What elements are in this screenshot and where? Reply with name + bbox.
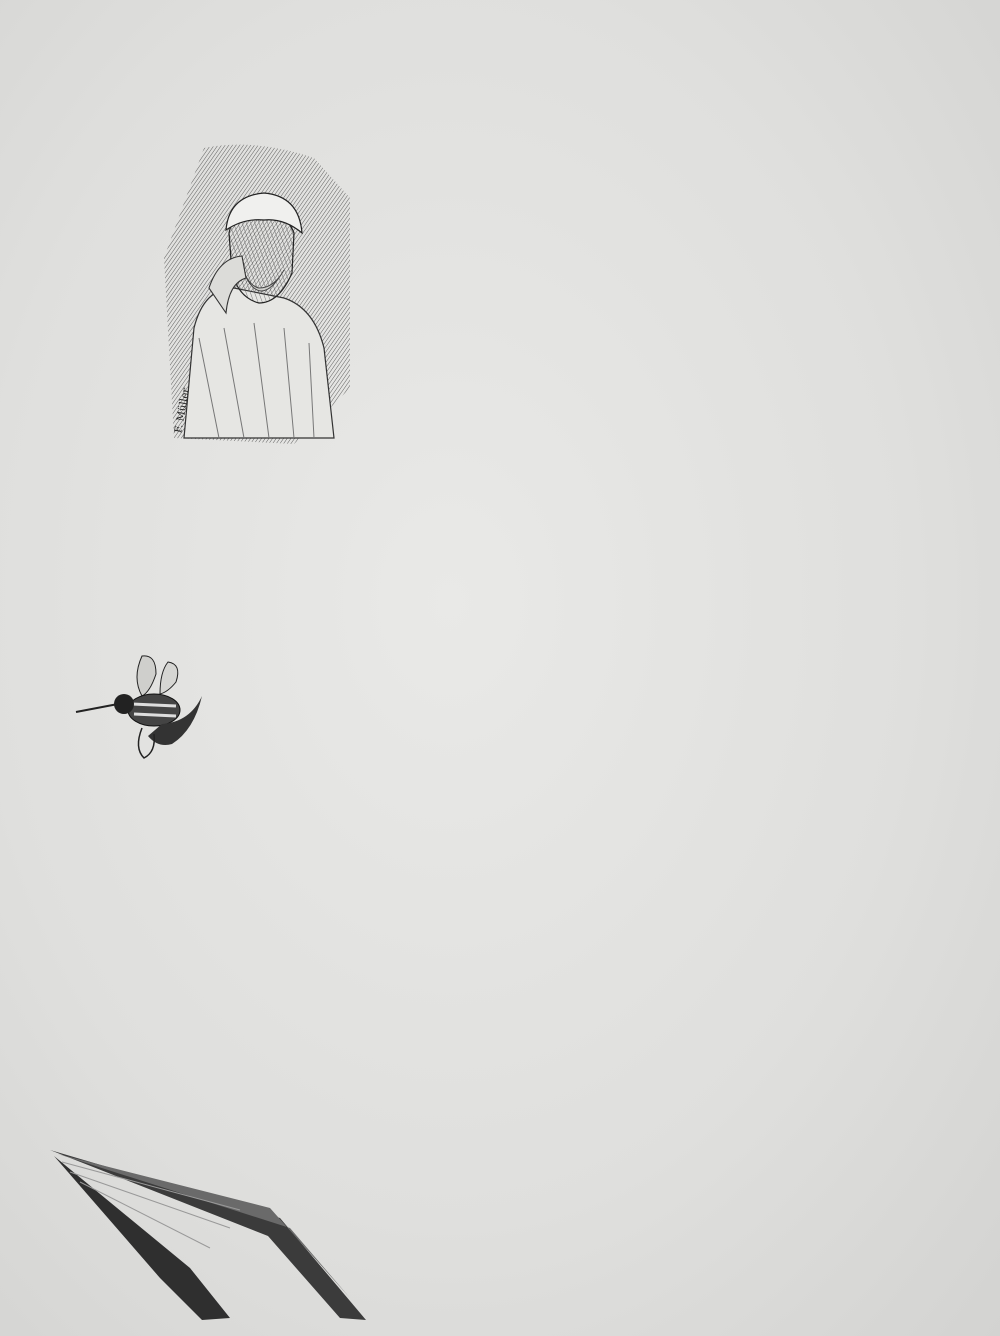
portrait-illustration <box>164 138 350 444</box>
plant-illustration <box>40 1148 380 1328</box>
bee-illustration <box>72 652 208 764</box>
svg-text:F. Müller: F. Müller <box>173 387 193 434</box>
